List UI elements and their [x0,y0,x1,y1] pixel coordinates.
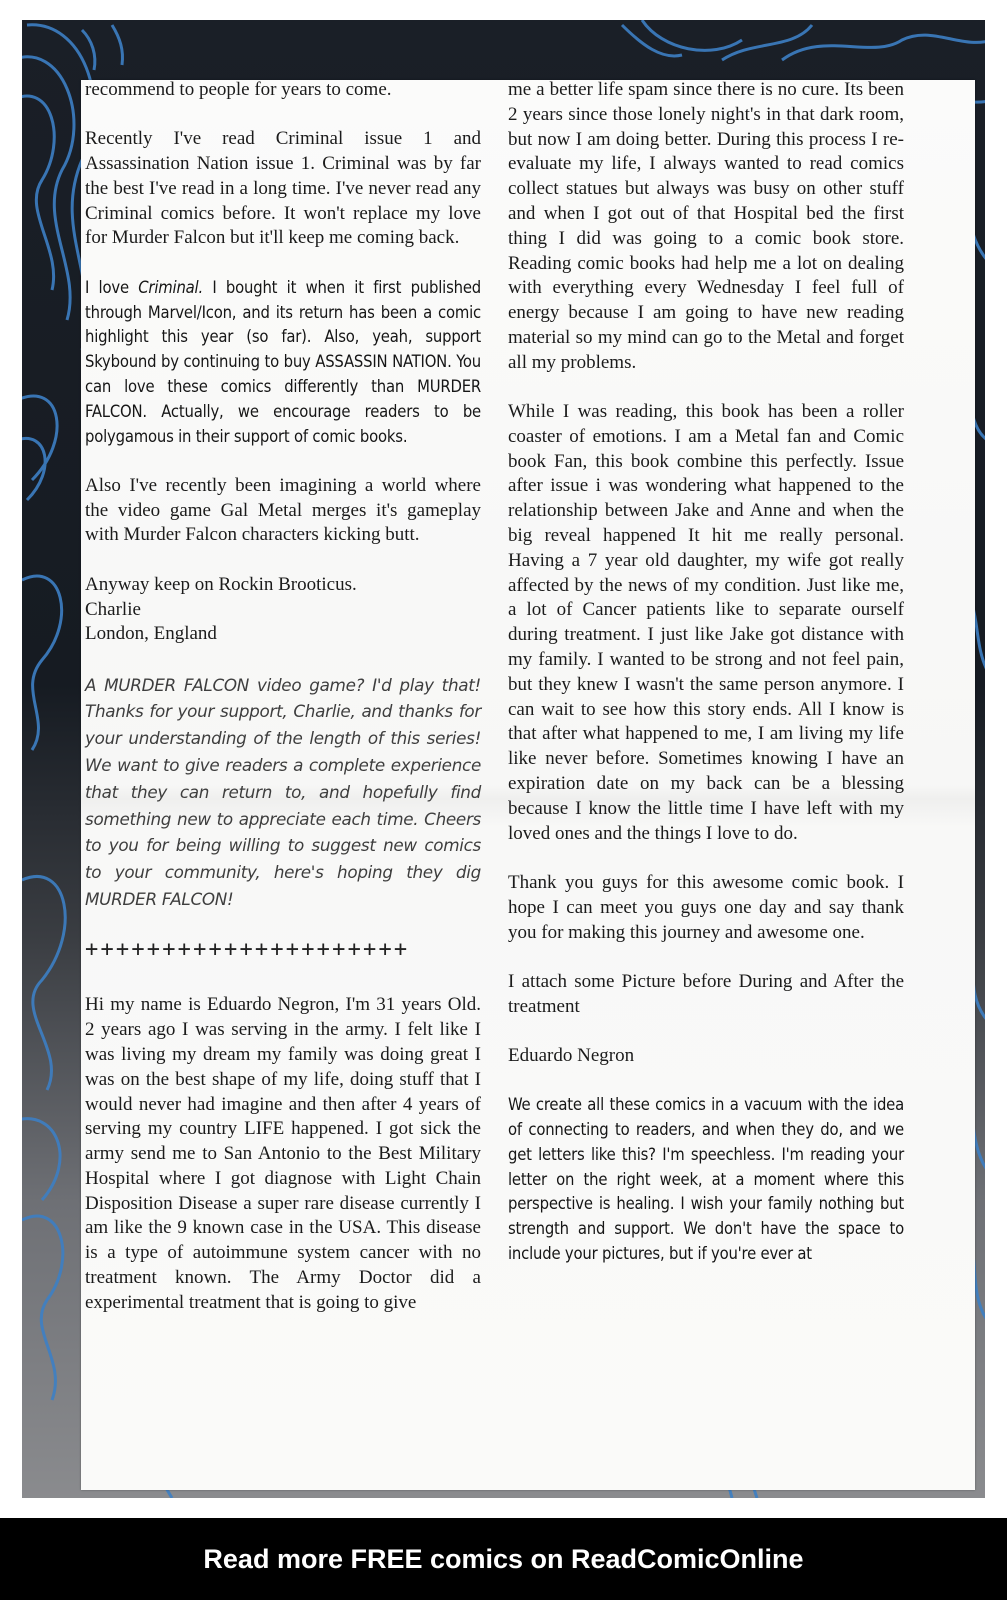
signoff-name: Charlie [85,598,141,620]
letter-signature: Eduardo Negron [508,1044,635,1066]
reply-italic-title: Criminal. [138,277,203,297]
letter-signoff [85,573,481,647]
banner-text[interactable]: Read more FREE comics on ReadComicOnline [203,1543,804,1574]
section-divider: +++++++++++++++++++++ [85,937,410,963]
letter-paragraph: Thank you guys for this awesome comic book. I hope I can meet you guys one day and say thank you for making this journey and awesome one. [508,871,904,943]
promo-banner[interactable] [0,1518,1007,1600]
letter-paragraph: While I was reading, this book has been a roller coaster of emotions. I am a Metal fan and Comic book Fan, this book combine this perfectly. Issue after issue i was wondering what happened to the relationship between Jake and Anne and when the big reveal happened It hit me really personal. Having a 7 year old daughter, my wife got really affected by the news of my condition. Just like me, a lot of Cancer patients like to separate ourself during treatment. I just like Jake got distance with my family. I wanted to be strong and not feel pain, but they knew I wasn't the same person anymore. I can wait to see how this story ends. All I know is that after what happened to me, I am living my life like never before. Sometimes knowing I have an expiration date on my back can be a blessing because I know the little time I have left with my loved ones and the things I love to do. [508,401,904,844]
signoff-location: London, England [85,623,217,645]
signoff-line: Anyway keep on Rockin Brooticus. [85,573,357,595]
letter-paragraph: recommend to people for years to come. [85,79,392,100]
editor-reply [85,276,481,450]
letter-paragraph: Hi my name is Eduardo Negron, I'm 31 years Old. 2 years ago I was serving in the army. I felt like I was living my dream my family was doing great I was on the best shape of my life, doing stuff that I would never had imagine and then after 4 years of serving my country LIFE happened. I got sick the army send me to San Antonio to the Best Military Hospital where I got diagnose with Light Chain Disposition Disease a super rare disease currently I am like the 9 known case in the USA. This disease is a type of autoimmune system cancer with no treatment known. The Army Doctor did a experimental treatment that is going to give [85,994,481,1313]
letter-paragraph: I attach some Picture before During and After the treatment [508,970,904,1017]
letter-paragraph: Also I've recently been imagining a world where the video game Gal Metal merges it's gameplay with Murder Falcon characters kicking butt. [85,474,481,546]
reply-text: I love [85,277,139,297]
reply-text: I bought it when it first published through Marvel/Icon, and its return has been a comic highlight this year (so far). Also, yeah, support Skybound by continuing to buy ASSASSIN NATION. You can love these comics differently than MURDER FALCON. Actually, we encourage readers to be polygamous in their support of comic books. [85,277,481,446]
letter-paragraph: Recently I've read Criminal issue 1 and Assassination Nation issue 1. Criminal was by far the best I've read in a long time. I've never read any Criminal comics before. It won't replace my love for Murder Falcon but it'll keep me coming back. [85,128,481,249]
letter-paragraph: me a better life spam since there is no cure. Its been 2 years since those lonely night's in that dark room, but now I am doing better. During this process I re-evaluate my life, I always wanted to read comics collect statues but always was busy on other stuff and when I got out of that Hospital bed the first thing I did was going to a comic book store. Reading comic books had help me a lot on dealing with everything every Wednesday I feel full of energy because I am going to have new reading material so my mind can go to the Metal and forget all my problems. [508,79,904,373]
right-column [508,78,904,1291]
editor-reply: A MURDER FALCON video game? I'd play that! Thanks for your support, Charlie, and thanks for your understanding of the length of this series! We want to give readers a complete experience that they can return to, and hopefully find something new to appreciate each time. Cheers to you for being willing to suggest new comics to your community, here's hoping they dig MURDER FALCON! [85,674,481,910]
editor-reply: We create all these comics in a vacuum with the idea of connecting to readers, and when they do, and we get letters like this? I'm speechless. I'm reading your letter on the right week, at a moment where this perspective is healing. I wish your family nothing but strength and support. We don't have the space to include your pictures, but if you're ever at [508,1095,904,1263]
left-column [85,78,481,1340]
